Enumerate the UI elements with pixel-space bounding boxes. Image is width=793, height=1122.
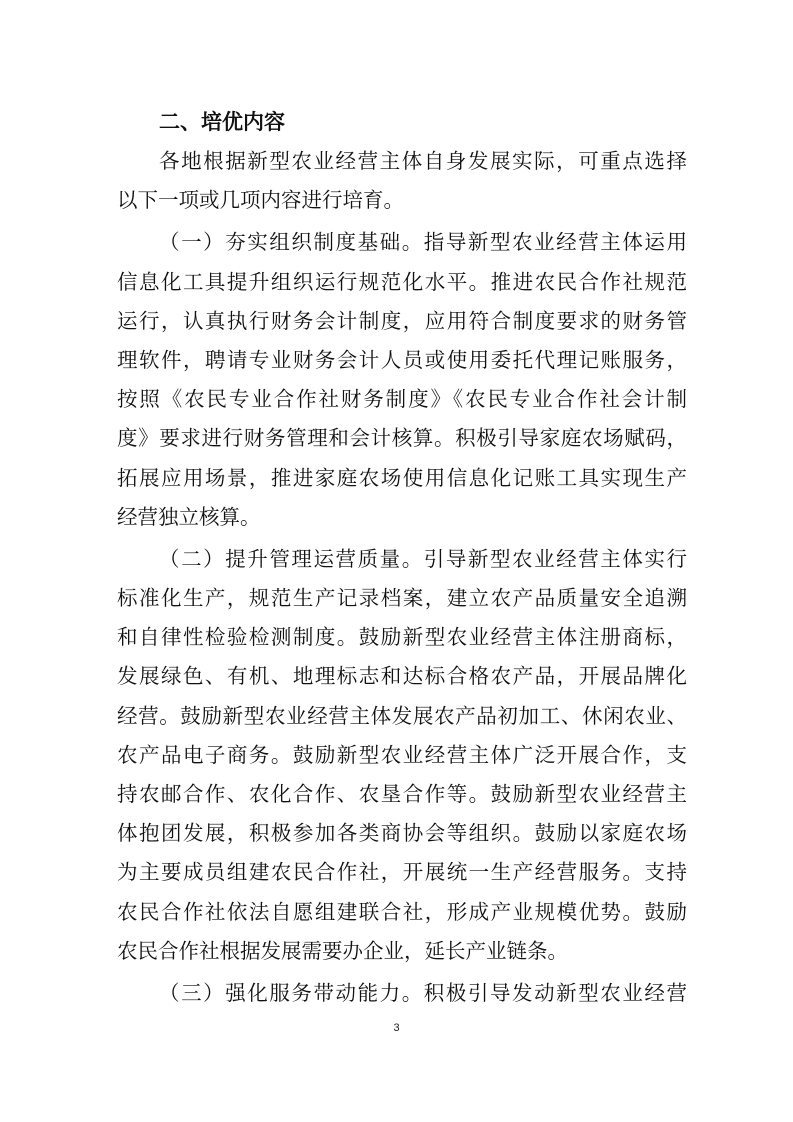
text-line: （二）提升管理运营质量。引导新型农业经营主体实行 bbox=[159, 546, 687, 571]
text-line: 拓展应用场景，推进家庭农场使用信息化记账工具实现生产 bbox=[117, 465, 687, 490]
paragraph-organization-system bbox=[117, 223, 687, 537]
text-line: 持农邮合作、农化合作、农垦合作等。鼓励新型农业经营主 bbox=[117, 782, 687, 806]
text-line: 农产品电子商务。鼓励新型农业经营主体广泛开展合作，支 bbox=[117, 742, 687, 767]
text-line: 发展绿色、有机、地理标志和达标合格农产品，开展品牌化 bbox=[117, 664, 687, 689]
paragraph-intro bbox=[117, 142, 687, 220]
text-line: 理软件，聘请专业财务会计人员或使用委托代理记账服务， bbox=[117, 347, 687, 372]
text-line: 为主要成员组建农民合作社，开展统一生产经营服务。支持 bbox=[117, 860, 687, 885]
text-line: 体抱团发展，积极参加各类商协会等组织。鼓励以家庭农场 bbox=[117, 821, 687, 846]
text-line: 度》要求进行财务管理和会计核算。积极引导家庭农场赋码， bbox=[117, 426, 687, 451]
document-body bbox=[117, 102, 687, 1013]
paragraph-service-capacity bbox=[117, 974, 687, 1013]
text-line: 经营独立核算。 bbox=[117, 504, 261, 529]
text-line: 农民合作社根据发展需要办企业，延长产业链条。 bbox=[117, 938, 568, 963]
paragraph-management-quality bbox=[117, 540, 687, 971]
text-line: （三）强化服务带动能力。积极引导发动新型农业经营 bbox=[159, 980, 687, 1005]
text-line: 标准化生产，规范生产记录档案，建立农产品质量安全追溯 bbox=[117, 586, 687, 611]
text-line: 运行，认真执行财务会计制度，应用符合制度要求的财务管 bbox=[117, 308, 687, 333]
text-line: 各地根据新型农业经营主体自身发展实际，可重点选择 bbox=[159, 149, 687, 173]
text-line: 以下一项或几项内容进行培育。 bbox=[117, 188, 404, 213]
text-line: 农民合作社依法自愿组建联合社，形成产业规模优势。鼓励 bbox=[117, 899, 687, 924]
text-line: 经营。鼓励新型农业经营主体发展农产品初加工、休闲农业、 bbox=[117, 703, 687, 728]
text-line: （一）夯实组织制度基础。指导新型农业经营主体运用 bbox=[159, 230, 687, 255]
text-line: 和自律性检验检测制度。鼓励新型农业经营主体注册商标， bbox=[117, 625, 687, 650]
text-line: 按照《农民专业合作社财务制度》《农民专业合作社会计制 bbox=[117, 387, 687, 412]
page-number: 3 bbox=[393, 1022, 400, 1034]
text-line: 信息化工具提升组织运行规范化水平。推进农民合作社规范 bbox=[117, 269, 687, 294]
section-heading: 二、培优内容 bbox=[159, 110, 285, 134]
